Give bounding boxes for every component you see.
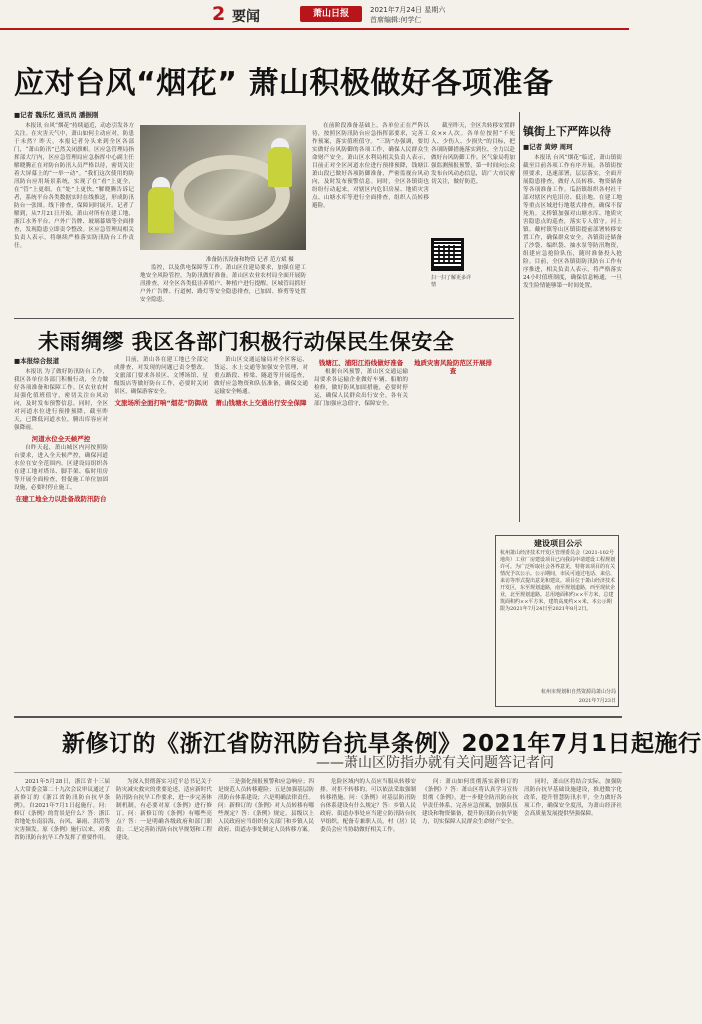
notice-body: 杭州萧山经济技术开发区管理委员会（2021-102号地块）工业厂房建设项目已向我局申请建设工程规划许可。为广泛听取社会各界意见，特将该项目的有关情况予以公示。公示期间，市民可通过电话、来信、来访等形式提出意见和建议。项目位于萧山经济技术开发区，东至规划道路，南至规划道路，西至现状企业，北至规划道路。总用地面积约××平方米，总建筑面积约××平方米，建筑高度约××米。本公示期限为2021年7月24日至2021年8月2日。	[500, 550, 616, 612]
page-number: 2	[212, 3, 226, 25]
section-divider	[14, 772, 622, 773]
story2-column-3	[214, 356, 308, 710]
photo-caption: 准备防汛设备和物资 记者 范方斌 摄	[206, 257, 294, 263]
story2-column-5	[414, 356, 492, 710]
story3-column-2	[116, 778, 212, 1018]
story2-subhead-tourism: 文旅场所全面打响“烟花”防御战	[114, 399, 208, 407]
story3-text-3: 三是强化预报预警和应急响应；四是规范人员转移避险；五是加强基层防汛防台体系建设；六是明确法律责任。问：新修订的《条例》对人员转移有哪些规定？答：《条例》规定，县级以上人民政府应当组织有关部门和乡镇人民政府、街道办事处制定人员转移方案。	[218, 779, 314, 833]
flood-equipment-photo	[140, 125, 306, 250]
story1-text-4: 截至昨天，全区共转移安置群众××人次。各单位按照“不死人、少伤人、少损失”的目标，把各项防御措施落实到位，全力以赴做好台风防御工作。区气象局将加强监测预报预警，第一时间向公众发布台风动态信息，请广大市民密切关注，做好防范。	[431, 123, 515, 185]
story1-column-4	[431, 122, 515, 234]
qr-caption: 扫一扫了解更多详情	[431, 275, 472, 288]
story2-subhead-geology: 地质灾害风险防范区开展排查	[414, 359, 492, 375]
issue-date: 2021年7月24日 星期六	[370, 6, 446, 14]
story2-subhead-construction: 在建工地全力以赴备战防汛防台	[15, 495, 107, 503]
story1-headline: 应对台风“烟花” 萧山积极做好各项准备	[14, 66, 554, 101]
story2-subhead-river: 河道水位全天候严控	[31, 435, 91, 443]
side-story-headline: 镇街上下严阵以待	[523, 125, 611, 138]
story3-text-1: 2021年5月28日，浙江省十三届人大常委会第二十九次会议审议通过了新修订的《浙江省防汛防台抗旱条例》，自2021年7月1日起施行。问：修订《条例》的背景是什么？答：浙江省地处东南沿海，台风、暴雨、洪涝等灾害频发。原《条例》施行以来，对我省防汛防台抗旱工作发挥了重要作用。	[14, 779, 110, 841]
story2-column-2	[114, 356, 208, 710]
story3-text-2: 为深入贯彻落实习近平总书记关于防灾减灾救灾的重要论述，适应新时代防汛防台抗旱工作要求，进一步完善体制机制，有必要对原《条例》进行修订。问：新修订的《条例》有哪些亮点？答：一是明确各级政府和部门职责；二是完善防汛防台抗旱规划和工程建设。	[116, 779, 212, 841]
story1-column-2	[140, 264, 306, 312]
story3-column-6	[524, 778, 622, 1018]
story1-text-2: 监控，以及供电保障等工作。萧山区住建局要求，加强在建工地安全风险管控，为防汛做好准备。萧山区农业农村局全面开展防汛排查，对全区各类低洼养殖户、种植户进行提醒。区城管局抓好户外广告牌、行道树、路灯等安全隐患排查，已加固、修剪等处置安全隐患。	[140, 265, 306, 303]
story2-subhead-transport: 萧山钱塘水上交通出行安全保障	[215, 399, 307, 407]
section-divider	[14, 716, 622, 718]
story3-text-4: 危险区域内的人员应当服从转移安排。对拒不转移的，可以依法采取强制转移措施。问：《条例》对基层防汛防台体系建设有什么规定？答：乡镇人民政府、街道办事处应当建立防汛防台抗旱组织，配备专兼职人员，村（居）民委员会应当协助做好相关工作。	[320, 779, 416, 833]
story3-column-1	[14, 778, 110, 1018]
story2-byline: ■本报综合报道	[14, 357, 60, 365]
story2-column-4	[314, 356, 408, 710]
notice-title: 建设项目公示	[534, 539, 582, 548]
story2-subhead-qiantang: 钱塘江、浦阳江沿线做好准备	[318, 359, 404, 367]
story1-byline: ■记者 魏乐忆 通讯员 潘振刚	[14, 111, 99, 119]
story2-headline: 未雨绸缪 我区各部门积极行动保民生保安全	[38, 330, 455, 354]
story3-column-5	[422, 778, 518, 1018]
construction-project-notice	[495, 535, 619, 707]
masthead	[0, 0, 629, 30]
section-divider	[14, 318, 514, 319]
section-name: 要闻	[232, 9, 260, 25]
photo-worker-shape	[268, 147, 292, 187]
story2-text-1: 本报讯 为了做好防汛防台工作，我区各单位各部门积极行动，全力做好各项准备和保障工作。区农业农村局强化值班值守，密切关注台风动向，及时发布预警信息。同时，全区对河道水位进行预排预降，截至昨天，已降低河道水位，腾出库容应对强降雨。	[14, 369, 108, 431]
notice-issuer: 杭州市规划和自然资源局萧山分局	[540, 689, 616, 695]
story3-subheadline: ——萧山区防指办就有关问题答记者问	[316, 755, 554, 771]
story2-text-3: 目前，萧山各在建工地已全部完成排查，对发现的问题已责令整改。文旅部门要求各景区、文博场馆、星级饭店等做好防台工作，必要时关闭景区，确保游客安全。	[114, 357, 208, 395]
column-divider	[519, 112, 520, 522]
story2-text-5: 根据台风预警，萧山区交通运输局要求各运输企业做好车辆、船舶的检修，做好防风加固措施，必要时停运，确保人民群众出行安全。各有关部门加强应急值守，保障安全。	[314, 369, 408, 407]
paper-logo: 萧山日报	[300, 6, 362, 22]
story2-text-4: 萧山区交通运输局对全区客运、货运、水上交通等加强安全管理，对重点路段、桥梁、隧道等开展巡查，做好应急物资和队伍准备，确保交通运输安全畅通。	[214, 357, 308, 395]
story1-column-1	[14, 122, 134, 312]
photo-worker-shape	[148, 187, 174, 233]
story1-text-1: 本报讯 台风“烟花”持续逼近，动态引发各方关注。在灾害天气中，萧山如何主动应对，防患于未然？昨天，本报记者分头来到全区各部门，“萧山防汛”已然关闭旗帜。区应急管理局指挥部大厅内，区应急管理局应急指挥中心副主任解晓腾正在对防台防汛人员严格以待，密切关注着大屏幕上的“一举一动”。“我们这次使用的防汛防台应用场景系统，实现了在“看”上更全，在“管”上更细，在“处”上更快。”解晓腾告诉记者，系统平台各类数据实时在线推送，形成防汛防台一张图。线下排查，保障同时展开。记者了解到，从7月21日开始，萧山对所有在建工地、浙江水务平台、户外广告牌、玻璃幕墙等全面排查，发现隐患立即责令整改。区应急管理局相关负责人表示，将继续严格落实防汛防台工作责任。	[14, 123, 134, 249]
story3-headline: 新修订的《浙江省防汛防台抗旱条例》2021年7月1日起施行	[62, 731, 702, 757]
side-story-body	[523, 154, 622, 522]
story3-text-6: 同时，萧山区将结合实际，加强防汛防台抗旱基础设施建设，推进数字化改革，提升智慧防汛水平，全力做好各项工作，确保安全度汛，为萧山经济社会高质量发展提供坚强保障。	[524, 779, 622, 817]
story3-column-3	[218, 778, 314, 1018]
story3-text-5: 问：萧山如何贯彻落实新修订的《条例》？答：萧山区将认真学习宣传贯彻《条例》，进一步健全防汛防台抗旱责任体系，完善应急预案，加强队伍建设和物资储备，提升防汛防台抗旱能力，切实保障人民群众生命财产安全。	[422, 779, 518, 825]
story3-column-4	[320, 778, 416, 1018]
qr-code-icon[interactable]	[431, 238, 464, 271]
chief-editor: 首席编辑:何学仁	[370, 16, 422, 24]
side-story-byline: ■记者 黄婷 周珂	[523, 143, 573, 151]
story2-column-1	[14, 368, 108, 710]
story1-column-3	[312, 122, 429, 312]
story2-text-2: 自昨天起，萧山城区内河按照防台要求，进入全天候严控，确保河道水位在安全范围内。区建设局组织各在建工地对塔吊、脚手架、临时用房等开展全面检查，督促施工单位加固设施，必要时停止施工。	[14, 445, 108, 491]
story1-text-3: 在前阶段准备基础上，各单位正在严阵以待，按照区防汛防台应急指挥部要求，完善工作预案，落实值班值守。“三防”办强调，要切实做好台风防御的各项工作，确保人民群众生命财产安全。萧山区水利局相关负责人表示，目前正对全区河道水位进行预排预降，钱塘江萧山段已做好各项防御准备，严密监视台风动向，及时发布预警信息。同时，全区各镇街也纷纷行动起来，对辖区内危旧房屋、地质灾害点、山塘水库等进行全面排查，组织人员转移避险。	[312, 123, 429, 209]
notice-date: 2021年7月23日	[578, 698, 616, 704]
side-story-text: 本报讯 台风“烟花”临近，萧山镇街截至目前各项工作有序开展。各镇街按照要求，迅速部署，层层落实，全面开展隐患排查，做好人员转移、物资储备等各项准备工作。瓜沥镇组织各村社干部对辖区内危旧房、低洼地、在建工地等重点区域进行地毯式排查，确保不留死角。义桥镇加强对山塘水库、地质灾害隐患点的巡查，落实专人值守。河上镇、戴村镇等山区镇街提前部署转移安置工作，确保群众安全。各镇街还储备了沙袋、编织袋、抽水泵等防汛物资，组建应急抢险队伍，随时准备投入抢险。目前，全区各镇街防汛防台工作有序推进，相关负责人表示，将严格落实24小时值班制度，确保信息畅通，一旦发生险情能够第一时间处置。	[523, 155, 622, 289]
